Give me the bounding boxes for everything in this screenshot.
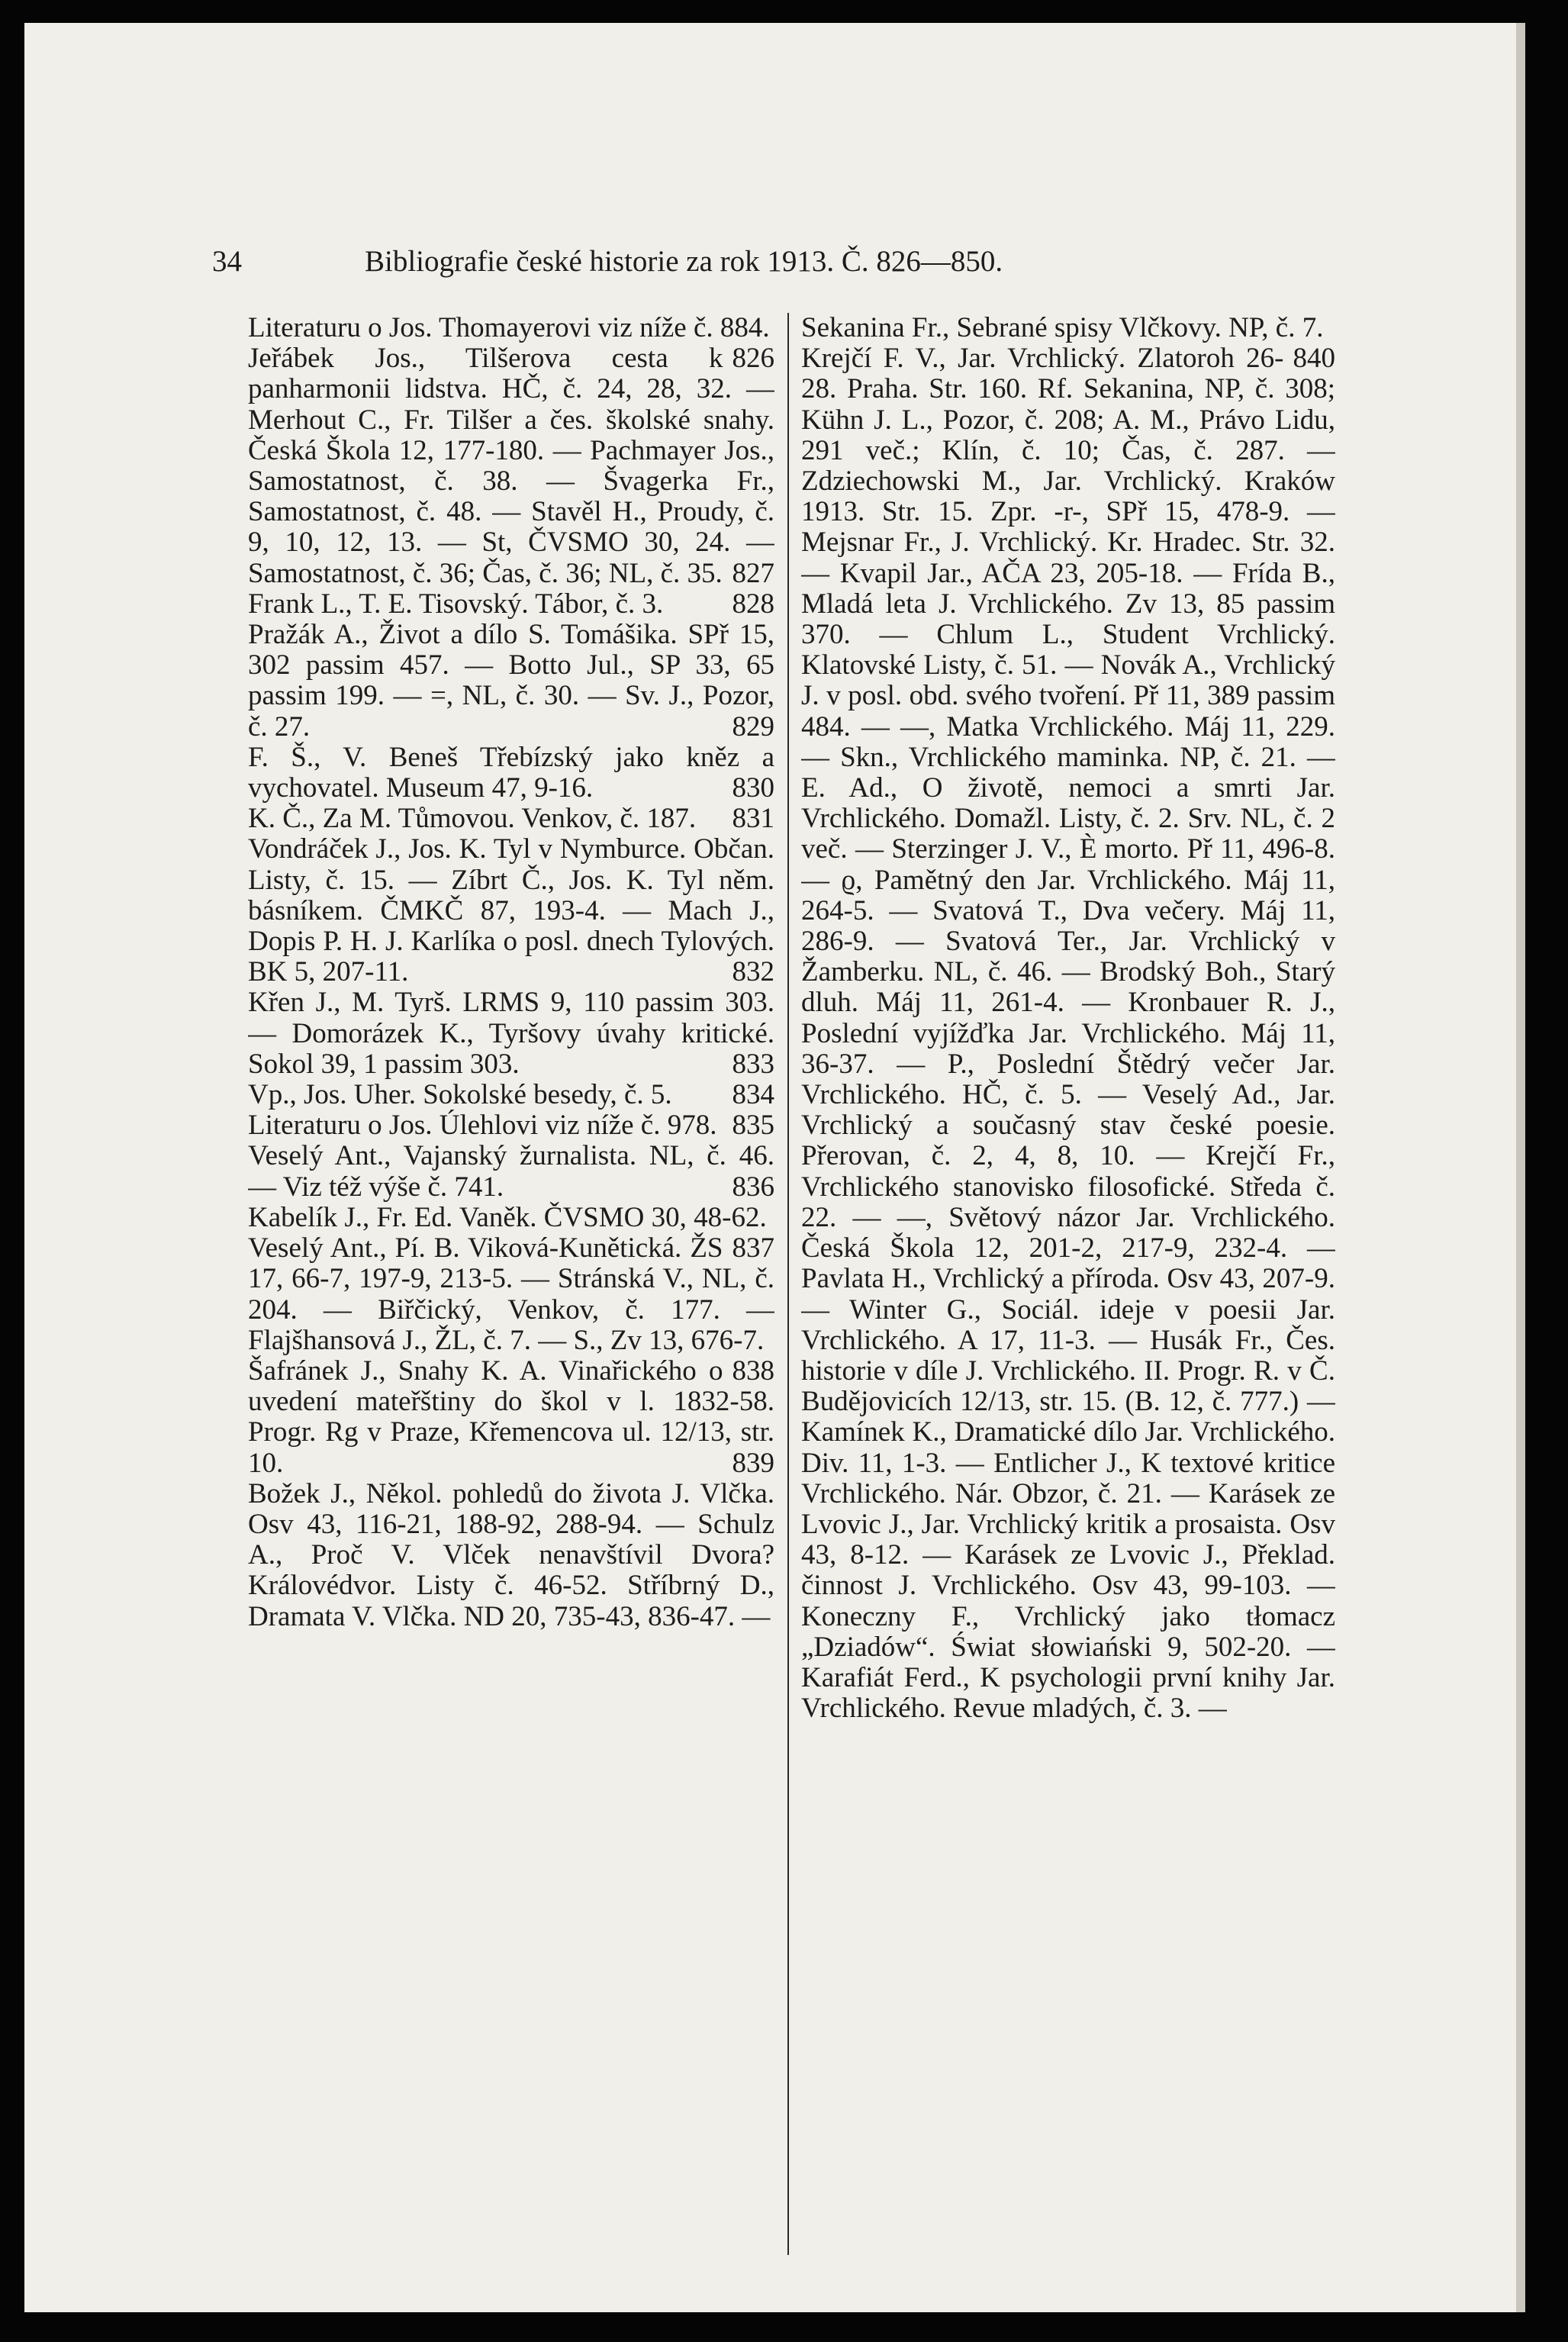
bib-entry — [248, 1110, 774, 1141]
entry-number: 834 — [732, 1079, 774, 1111]
entry-text: Krejčí F. V., Jar. Vrchlický. Zlatoroh 26-28. Praha. Str. 160. Rf. Sekanina, NP, č. 308; Kühn J. L., Pozor, č. 208; A. M., Právo Lidu, 291 več.; Klín, č. 10; Čas, č. 287. — Zdziechowski M., Jar. Vrchlický. Kraków 1913. Str. 15. Zpr. -r-, SPř 15, 478-9. — Mejsnar Fr., J. Vrchlický. Kr. Hradec. Str. 32. — Kvapil Jar., AČA 23, 205-18. — Frída B., Mladá leta J. Vrchlického. Zv 13, 85 passim 370. — Chlum L., Student Vrchlický. Klatovské Listy, č. 51. — Novák A., Vrchlický J. v posl. obd. svého tvoření. Př 11, 389 passim 484. — —, Matka Vrchlického. Máj 11, 229. — Skn., Vrchlického maminka. NP, č. 21. — E. Ad., O životě, nemoci a smrti Jar. Vrchlického. Domažl. Listy, č. 2. Srv. NL, č. 2 več. — Sterzinger J. V., È morto. Př 11, 496-8. — ϱ, Pamětný den Jar. Vrchlického. Máj 11, 264-5. — Svatová T., Dva večery. Máj 11, 286-9. — Svatová Ter., Jar. Vrchlický v Žamberku. NL, č. 46. — Brodský Boh., Starý dluh. Máj 11, 261-4. — Kronbauer R. J., Poslední vyjížďka Jar. Vrchlického. Máj 11, 36-37. — P., Poslední Štědrý večer Jar. Vrchlického. HČ, č. 5. — Veselý Ad., Jar. Vrchlický a současný stav české poesie. Přerovan, č. 2, 4, 8, 10. — Krejčí Fr., Vrchlického stanovisko filosofické. Středa č. 22. — —, Světový názor Jar. Vrchlického. Česká Škola 12, 201-2, 217-9, 232-4. — Pavlata H., Vrchlický a příroda. Osv 43, 207-9. — Winter G., Sociál. ideje v poesii Jar. Vrchlického. A 17, 11-3. — Husák Fr., Čes. historie v díle J. Vrchlického. II. Progr. R. v Č. Budějovicích 12/13, str. 15. (B. 12, č. 777.) — Kamínek K., Dramatické dílo Jar. Vrchlického. Div. 11, 1-3. — Entlicher J., K textové kritice Vrchlického. Nár. Obzor, č. 21. — Karásek ze Lvovic J., Jar. Vrchlický kritik a prosaista. Osv 43, 8-12. — Karásek ze Lvovic J., Překlad. činnost J. Vrchlického. Osv 43, 99-103. — Koneczny F., Vrchlický jako tłomacz „Dziadów“. Świat słowiański 9, 502-20. — Karafiát Ferd., K psychologii první knihy Jar. Vrchlického. Revue mladých, č. 3. — — [801, 343, 1335, 1725]
entry-number: 840 — [1293, 343, 1335, 375]
entry-text: Šafránek J., Snahy K. A. Vinařického o uvedení mateřštiny do škol v l. 1832-58. Progr. Rg v Praze, Křemencova ul. 12/13, str. 10. — [248, 1355, 774, 1479]
bib-entry — [248, 1080, 774, 1110]
right-column — [801, 313, 1335, 2266]
entry-number: 838 — [732, 1355, 774, 1387]
entry-text: Jeřábek Jos., Tilšerova cesta k panharmonii lidstva. HČ, č. 24, 28, 32. — Merhout C., Fr. Tilšer a čes. školské snahy. Česká Škola 12, 177-180. — Pachmayer Jos., Samostatnost, č. 38. — Švagerka Fr., Samostatnost, č. 48. — Stavěl H., Proudy, č. 9, 10, 12, 13. — St, ČVSMO 30, 24. — Samostatnost, č. 36; Čas, č. 36; NL, č. 35. — [248, 343, 774, 589]
entry-text: Kabelík J., Fr. Ed. Vaněk. ČVSMO 30, 48-62. — [248, 1201, 767, 1233]
entry-number: 835 — [732, 1110, 774, 1142]
entry-number: 831 — [732, 803, 774, 835]
entry-number: 837 — [732, 1232, 774, 1264]
bib-entry — [248, 1232, 774, 1387]
entry-number: 836 — [732, 1171, 774, 1203]
page-edge — [1516, 23, 1525, 2312]
bib-entry — [248, 743, 774, 804]
running-title: Bibliografie české historie za rok 1913. Č. 826—850. — [365, 245, 1003, 278]
bib-entry — [248, 1356, 774, 1479]
bib-entry — [248, 589, 774, 620]
page-number: 34 — [212, 245, 242, 278]
entry-text: Veselý Ant., Vajanský žurnalista. NL, č. 46. — Viz též výše č. 741. — [248, 1140, 774, 1203]
bib-entry — [248, 313, 774, 375]
entry-text: Literaturu o Jos. Thomayerovi viz níže č. 884. — [248, 313, 770, 343]
bib-entry — [248, 834, 774, 987]
entry-text: Božek J., Někol. pohledů do života J. Vlčka. Osv 43, 116-21, 188-92, 288-94. — Schulz A., Proč V. Vlček nenavštívil Dvora? Královédvor. Listy č. 46-52. Stříbrný D., Dramata V. Vlčka. ND 20, 735-43, 836-47. — — [248, 1477, 774, 1632]
bib-entry — [801, 343, 1335, 1724]
bib-entry — [248, 620, 774, 743]
entry-text: Sekanina Fr., Sebrané spisy Vlčkovy. NP, č. 7. — [801, 313, 1324, 343]
entry-number: 839 — [732, 1447, 774, 1479]
entry-text: Literaturu o Jos. Úlehlovi viz níže č. 978. — [248, 1110, 717, 1142]
column-divider — [787, 313, 789, 2255]
running-header — [212, 243, 1204, 281]
entry-text: F. Š., V. Beneš Třebízský jako kněz a vychovatel. Museum 47, 9-16. — [248, 741, 774, 804]
entry-text: Pražák A., Život a dílo S. Tomášika. SPř 15, 302 passim 457. — Botto Jul., SP 33, 65 passim 199. — =, NL, č. 30. — Sv. J., Pozor, č. 27. — [248, 619, 774, 743]
entry-number: 827 — [732, 557, 774, 589]
bib-entry — [248, 1479, 774, 1632]
entry-text: Křen J., M. Tyrš. LRMS 9, 110 passim 303. — Domorázek K., Tyršovy úvahy kritické. Sokol 39, 1 passim 303. — [248, 987, 774, 1080]
entry-number: 829 — [732, 710, 774, 743]
left-column — [248, 313, 774, 2266]
entry-number: 828 — [732, 588, 774, 620]
entry-number: 833 — [732, 1048, 774, 1080]
entry-number: 832 — [732, 956, 774, 988]
entry-text: K. Č., Za M. Tůmovou. Venkov, č. 187. — [248, 803, 697, 835]
entry-text: Vp., Jos. Uher. Sokolské besedy, č. 5. — [248, 1079, 672, 1111]
bib-entry — [248, 1201, 774, 1264]
bib-entry — [248, 1141, 774, 1202]
entry-text: Frank L., T. E. Tisovský. Tábor, č. 3. — [248, 588, 664, 620]
entry-number: 830 — [732, 772, 774, 804]
bib-entry — [248, 987, 774, 1080]
bib-entry — [248, 804, 774, 834]
bib-entry — [248, 343, 774, 589]
entry-number: 826 — [732, 343, 774, 375]
bib-entry — [801, 313, 1335, 375]
entry-text: Veselý Ant., Pí. B. Viková-Kunětická. ŽS 17, 66-7, 197-9, 213-5. — Stránská V., NL, č. 204. — Biřčický, Venkov, č. 177. — Flajšhansová J., ŽL, č. 7. — S., Zv 13, 676-7. — [248, 1232, 774, 1356]
entry-text: Vondráček J., Jos. K. Tyl v Nymburce. Občan. Listy, č. 15. — Zíbrt Č., Jos. K. Tyl něm. básníkem. ČMKČ 87, 193-4. — Mach J., Dopis P. H. J. Karlíka o posl. dnech Tylových. BK 5, 207-11. — [248, 833, 774, 988]
